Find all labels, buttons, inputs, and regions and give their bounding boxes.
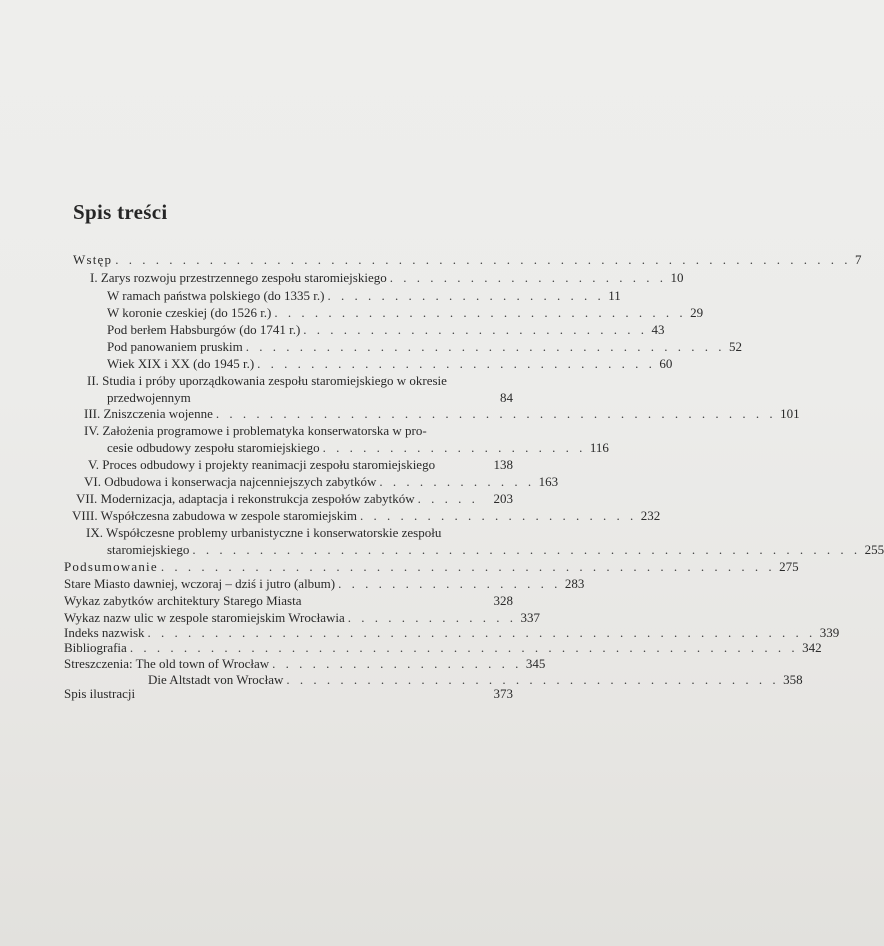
toc-page-number: 60 [659,356,673,371]
leader-dots: . . . . . . . . . . . . . . . . . . . . . . . . . . . . . . . . . . . . . . . . . . . . . . [160,559,776,574]
leader-dots: . . . . . . . . . . . . . . . . . . . . . . . . . . . . . . [257,356,656,371]
toc-label: V. Proces odbudowy i projekty reanimacji zespołu staromiejskiego [88,457,436,472]
toc-label: Wiek XIX i XX (do 1945 r.) [107,356,255,371]
toc-label: Bibliografia [64,640,127,655]
leader-dots: . . . . . . . . . . . . . . . . . . . . . . . . . . . . . . . . . . . . . . . . . . . . . . . . . . [192,542,861,557]
toc-entry-summaries-english [64,656,546,672]
toc-entry-chapter-6 [84,474,559,490]
leader-dots: . . . . . . . . . . . . . . . . . . . . . . . . . . . . . . . . . . . . . [286,672,780,687]
toc-entry-sub-5 [107,356,673,372]
leader-dots: . . . . . . . . . . . . . . . . . . . . . . . . . . . . . . . . . . . . . . . . . . [215,406,777,421]
toc-label: Pod berłem Habsburgów (do 1741 r.) [107,322,301,337]
toc-page-number: 11 [608,288,621,303]
toc-label: cesie odbudowy zespołu staromiejskiego [107,440,320,455]
toc-page-number: 328 [493,593,513,608]
toc-entry-chapter-4-line-1: IV. Założenia programowe i problematyka konserwatorska w pro- [84,423,427,438]
toc-page-number: 232 [640,508,661,523]
leader-dots: . . . . . . . . . . . . . . . . . . . . . . . . . . . . . . . . . . . . . . . . . . . . . . . . . . . . . . . [115,252,851,267]
page-title: Spis treści [73,200,168,224]
toc-label: Wstęp [73,252,113,267]
toc-page-number: 84 [500,390,513,405]
leader-dots: . . . . . . . . . . . . . . . . . . . [272,656,522,671]
toc-label: Wykaz zabytków architektury Starego Miasta [64,593,302,608]
toc-entry-sub-4 [107,339,743,355]
toc-page-number: 163 [538,474,559,489]
toc-entry-wstep [73,252,862,268]
toc-entry-chapter-1 [90,270,684,286]
toc-entry-chapter-4 [107,440,609,456]
leader-dots: . . . . . [417,491,479,506]
toc-page-number: 358 [783,672,803,687]
toc-entry-chapter-2-line-1: II. Studia i próby uporządkowania zespołu staromiejskiego w okresie [87,373,447,388]
leader-dots: . . . . . . . . . . . . . . . . . [338,576,561,591]
toc-page-number: 43 [651,322,665,337]
toc-page-number: 52 [729,339,743,354]
toc-label: Indeks nazwisk [64,625,145,640]
leader-dots: . . . . . . . . . . . . . . . . . . . . . . . . . . . . . . . [274,305,687,320]
toc-entry-chapter-7 [76,491,513,507]
toc-entry-chapter-9-line-1: IX. Współczesne problemy urbanistyczne i konserwatorskie zespołu [86,525,442,540]
leader-dots: . . . . . . . . . . . . . . . . . . . . . . . . . . . . . . . . . . . . [245,339,726,354]
leader-dots: . . . . . . . . . . . . . . . . . . . . [322,440,586,455]
toc-label: staromiejskiego [107,542,190,557]
toc-entry-sub-1 [107,288,621,304]
toc-page-number: 275 [779,559,799,574]
toc-label: W koronie czeskiej (do 1526 r.) [107,305,272,320]
toc-page-number: 116 [589,440,609,455]
toc-label: W ramach państwa polskiego (do 1335 r.) [107,288,325,303]
toc-entry-sub-3 [107,322,665,338]
toc-label: Streszczenia: The old town of Wrocław [64,656,270,671]
toc-page-number: 337 [520,610,540,625]
toc-label: Podsumowanie [64,559,158,574]
toc-label: Pod panowaniem pruskim [107,339,243,354]
toc-label: Die Altstadt von Wrocław [148,672,284,687]
toc-page-number: 203 [493,491,513,506]
toc-entry-name-index [64,625,840,641]
toc-label: Wykaz nazw ulic w zespole staromiejskim Wrocławia [64,610,345,625]
toc-label: VIII. Współczesna zabudowa w zespole staromiejskim [72,508,357,523]
toc-page-number: 10 [670,270,684,285]
leader-dots: . . . . . . . . . . . . . . . . . . . . . . . . . . . . . . . . . . . . . . . . . . . . . . . . . . [147,625,816,640]
leader-dots: . . . . . . . . . . . . . [347,610,517,625]
toc-entry-chapter-9 [107,542,884,558]
toc-page-number: 345 [525,656,546,671]
leader-dots: . . . . . . . . . . . . . . . . . . . . . [327,288,605,303]
toc-label: Stare Miasto dawniej, wczoraj – dziś i jutro (album) [64,576,336,591]
toc-page-number: 342 [802,640,822,655]
leader-dots: . . . . . . . . . . . . . . . . . . . . . [389,270,667,285]
toc-entry-bibliography [64,640,822,656]
toc-page-number: 7 [854,252,862,267]
leader-dots: . . . . . . . . . . . . . . . . . . . . . . . . . . [303,322,648,337]
toc-entry-monuments-list [64,593,513,609]
toc-page-number: 138 [493,457,513,472]
toc-entry-illustrations [64,686,513,702]
toc-page-number: 339 [819,625,840,640]
toc-label: III. Zniszczenia wojenne [84,406,213,421]
toc-entry-chapter-8 [72,508,661,524]
toc-entry-streets-list [64,610,540,626]
toc-page-number: 255 [864,542,884,557]
leader-dots: . . . . . . . . . . . . [379,474,535,489]
leader-dots: . . . . . . . . . . . . . . . . . . . . . . . . . . . . . . . . . . . . . . . . . . . . . . . . . . [129,640,799,655]
toc-entry-summary [64,559,799,575]
toc-label: I. Zarys rozwoju przestrzennego zespołu staromiejskiego [90,270,387,285]
toc-label: Spis ilustracji [64,686,136,701]
toc-entry-sub-2 [107,305,704,321]
toc-page-number: 29 [690,305,704,320]
toc-entry-chapter-5 [88,457,513,473]
toc-entry-chapter-3 [84,406,800,422]
leader-dots: . . . . . . . . . . . . . . . . . . . . . [359,508,637,523]
toc-entry-chapter-2 [107,390,513,406]
toc-page-number: 101 [780,406,800,421]
toc-page-number: 283 [564,576,585,591]
toc-entry-album [64,576,585,592]
toc-label: przedwojennym [107,390,191,405]
toc-label: VI. Odbudowa i konserwacja najcenniejszych zabytków [84,474,377,489]
toc-page-number: 373 [493,686,513,701]
toc-label: VII. Modernizacja, adaptacja i rekonstrukcja zespołów zabytków [76,491,415,506]
